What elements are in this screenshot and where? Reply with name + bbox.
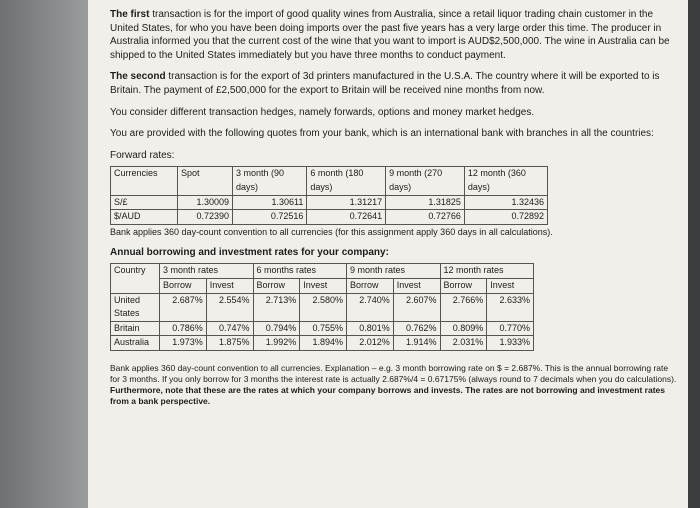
invest-header: Invest [393, 278, 440, 293]
borrow-header: Borrow [347, 278, 394, 293]
header-cell: 9 month (270 days) [386, 167, 465, 195]
country-header: Country [111, 264, 160, 293]
document-content [110, 8, 680, 407]
second-text: transaction is for the export of 3d printers manufactured in the U.S.A. The country where it will be exported to is Britain. The payment of £2,500,000 for the export to Britain will be received nine months from now. [110, 71, 660, 96]
paragraph-first-transaction [110, 8, 680, 62]
period-header: 12 month rates [440, 264, 534, 279]
rate-cell: 0.809% [440, 321, 487, 336]
rate-cell: 0.72390 [178, 210, 233, 225]
invest-header: Invest [206, 278, 253, 293]
country-cell: Britain [111, 321, 160, 336]
rate-cell: 1.875% [206, 336, 253, 351]
rate-cell: 2.031% [440, 336, 487, 351]
header-cell: 12 month (360 days) [464, 167, 547, 195]
rate-cell: 0.72516 [233, 210, 307, 225]
table-header-row [111, 167, 548, 195]
side-panel-edge [688, 0, 700, 508]
currency-cell: $/AUD [111, 210, 178, 225]
rate-cell: 1.31217 [307, 195, 386, 210]
rate-cell: 0.794% [253, 321, 300, 336]
rate-cell: 0.762% [393, 321, 440, 336]
first-lead: The first [110, 9, 150, 20]
background-edge [0, 0, 88, 508]
header-cell: Currencies [111, 167, 178, 195]
rate-cell: 1.32436 [464, 195, 547, 210]
rate-cell: 2.580% [300, 293, 347, 321]
rate-cell: 0.801% [347, 321, 394, 336]
rate-cell: 1.914% [393, 336, 440, 351]
annual-title-text: Annual borrowing and investment rates for your company: [110, 246, 389, 258]
first-text: transaction is for the import of good quality wines from Australia, since a retail liquor trading chain customer in the United States, for who you have been doing imports over the past five years has a very large order this time. The producer in Australia informed you that the current cost of the wine that you want to import is AUD$2,500,000. The wine in Australia can be shipped to the United States immediately but you have three months to conduct payment. [110, 9, 670, 61]
rate-cell: 2.607% [393, 293, 440, 321]
paragraph-hedges: You consider different transaction hedges, namely forwards, options and money market hedges. [110, 106, 535, 118]
paragraph-quotes: You are provided with the following quotes from your bank, which is an international bank with branches in all the countries: [110, 128, 654, 140]
footnote [110, 363, 680, 407]
rate-cell: 0.72641 [307, 210, 386, 225]
annual-rates-title [110, 246, 680, 260]
rate-cell: 0.755% [300, 321, 347, 336]
rate-cell: 1.992% [253, 336, 300, 351]
footnote-emphasis: Furthermore, note that these are the rates at which your company borrows and invests. The rates are not borrowing and investment rates from a bank perspective. [110, 384, 665, 406]
rate-cell: 2.633% [487, 293, 534, 321]
period-header: 3 month rates [160, 264, 254, 279]
table-row [111, 195, 548, 210]
rate-cell: 2.687% [160, 293, 207, 321]
rate-cell: 2.740% [347, 293, 394, 321]
table-row [111, 293, 534, 321]
borrow-header: Borrow [440, 278, 487, 293]
rate-cell: 1.894% [300, 336, 347, 351]
rate-cell: 1.31825 [386, 195, 465, 210]
currency-cell: S/£ [111, 195, 178, 210]
table-row [111, 336, 534, 351]
rate-cell: 2.766% [440, 293, 487, 321]
rate-cell: 0.770% [487, 321, 534, 336]
forward-rates-table [110, 166, 548, 224]
rate-cell: 0.72766 [386, 210, 465, 225]
day-count-note: Bank applies 360 day-count convention to all currencies (for this assignment apply 360 days in all calculations). [110, 226, 553, 237]
rate-cell: 0.747% [206, 321, 253, 336]
sub-header-row [111, 278, 534, 293]
table-row [111, 321, 534, 336]
rate-cell: 1.30009 [178, 195, 233, 210]
period-header-row [111, 264, 534, 279]
header-cell: Spot [178, 167, 233, 195]
footnote-explanation: Bank applies 360 day-count convention to all currencies. Explanation – e.g. 3 month borrowing rate on $ = 2.687%. This is the annual borrowing rate for 3 months. If you only borrow for 3 months the interest rate is actually 2.687%/4 = 0.67175% (always round to 7 decimals when you do calculations). [110, 362, 677, 384]
second-lead: The second [110, 71, 166, 83]
country-cell: Australia [111, 336, 160, 351]
rate-cell: 1.30611 [233, 195, 307, 210]
rate-cell: 0.786% [160, 321, 207, 336]
borrow-header: Borrow [253, 278, 300, 293]
rate-cell: 2.012% [347, 336, 394, 351]
header-cell: 6 month (180 days) [307, 167, 386, 195]
rate-cell: 0.72892 [464, 210, 547, 225]
paragraph-second-transaction [110, 70, 680, 97]
rate-cell: 2.554% [206, 293, 253, 321]
header-cell: 3 month (90 days) [233, 167, 307, 195]
rate-cell: 2.713% [253, 293, 300, 321]
rate-cell: 1.973% [160, 336, 207, 351]
forward-rates-title: Forward rates: [110, 149, 175, 161]
country-cell: United States [111, 293, 160, 321]
annual-rates-table [110, 263, 534, 351]
invest-header: Invest [300, 278, 347, 293]
period-header: 6 months rates [253, 264, 347, 279]
period-header: 9 month rates [347, 264, 441, 279]
borrow-header: Borrow [160, 278, 207, 293]
table-row [111, 210, 548, 225]
invest-header: Invest [487, 278, 534, 293]
rate-cell: 1.933% [487, 336, 534, 351]
